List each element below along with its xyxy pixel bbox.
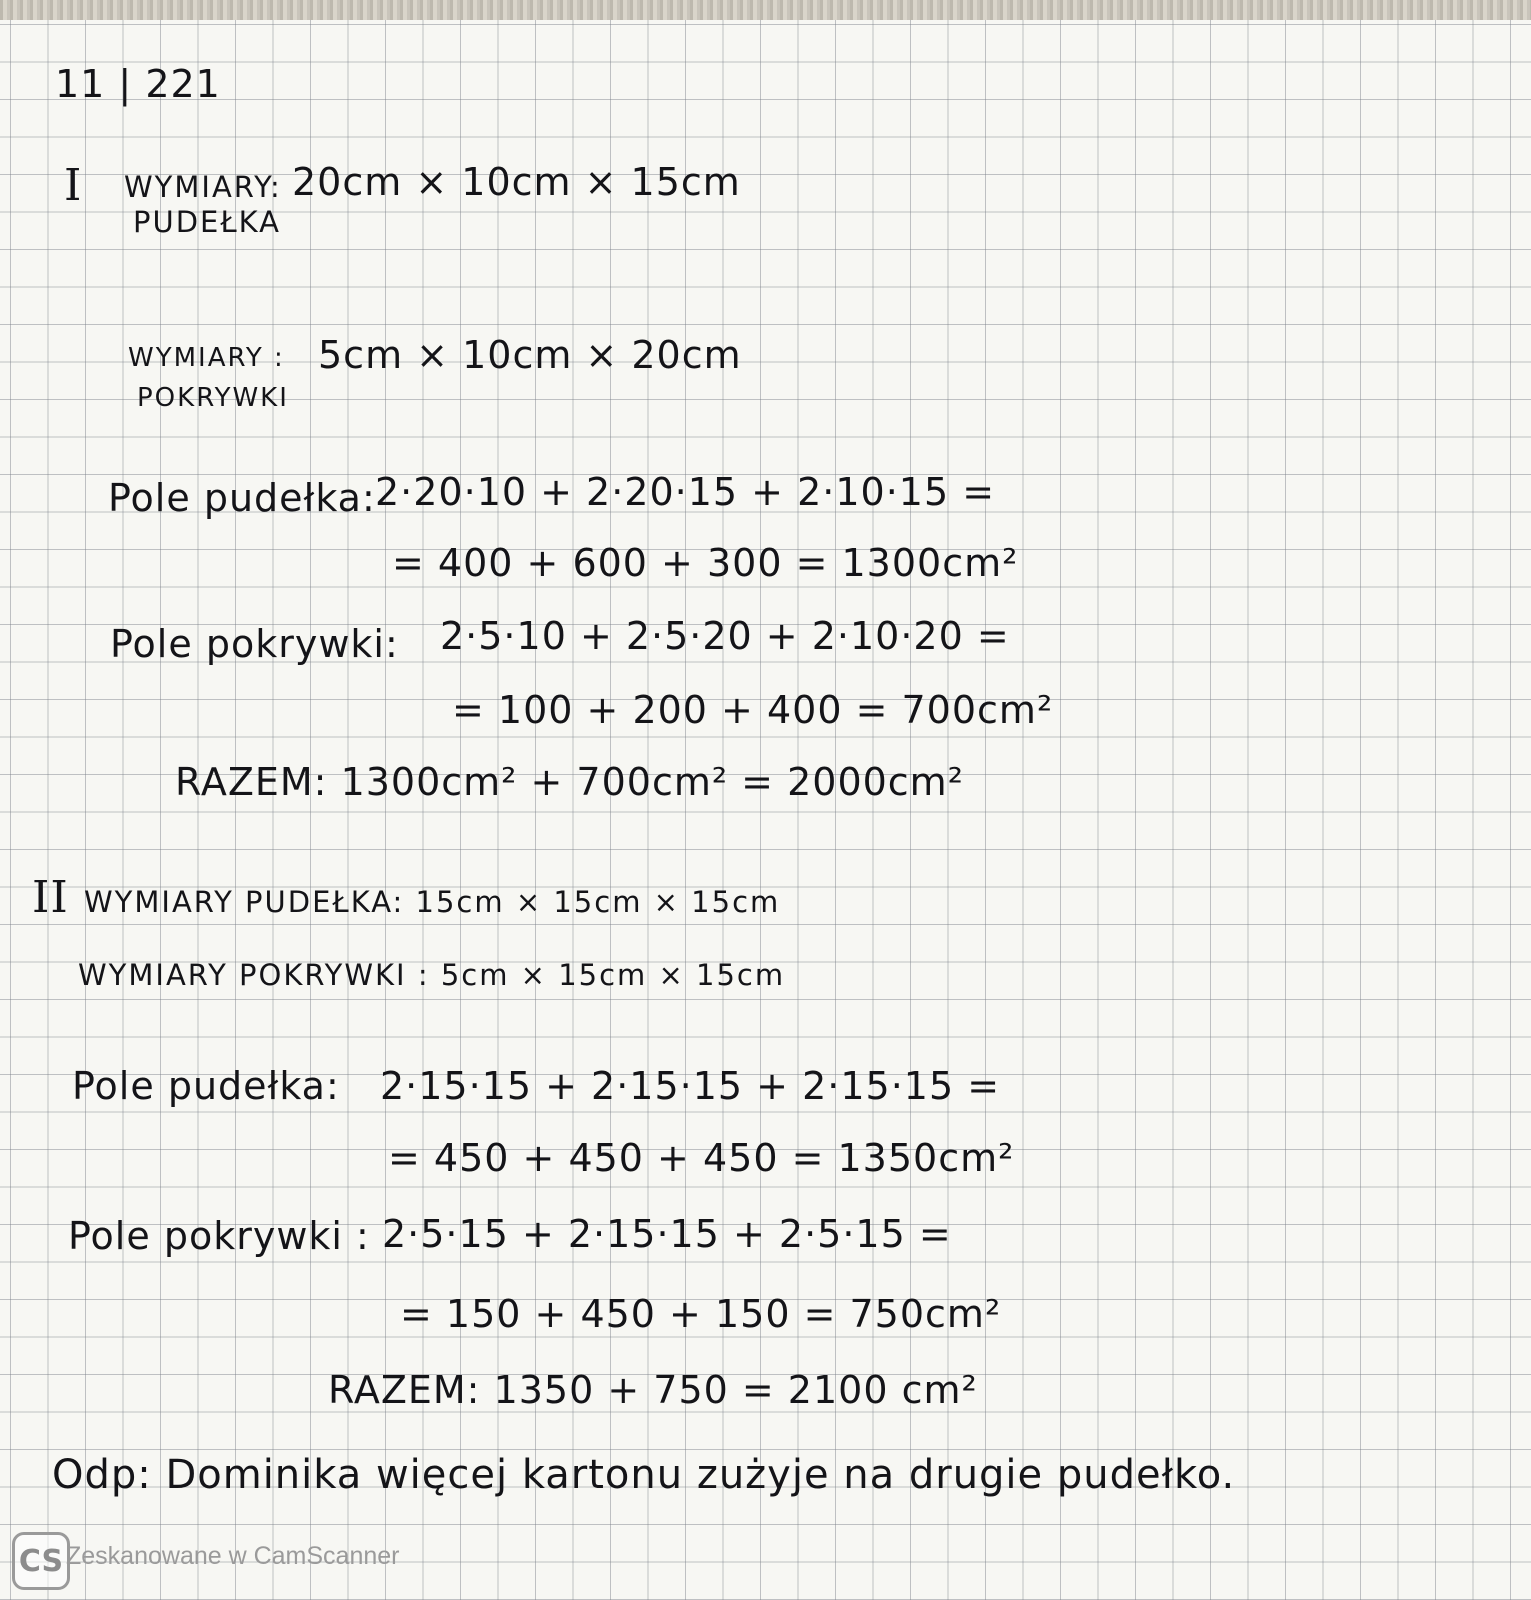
camscanner-logo-icon: CS — [12, 1532, 70, 1590]
part-two-lid-area-label: Pole pokrywki : — [68, 1214, 370, 1258]
part-two-lid-area-expression: 2·5·15 + 2·15·15 + 2·5·15 = — [382, 1212, 952, 1256]
notebook-top-edge — [0, 0, 1531, 20]
box-dims-label: WYMIARY: — [124, 170, 282, 204]
lid-dims-value: 5cm × 10cm × 20cm — [318, 333, 742, 377]
final-answer: Odp: Dominika więcej kartonu zużyje na drugie pudełko. — [52, 1452, 1236, 1498]
box-dims-value: 20cm × 10cm × 15cm — [292, 160, 741, 204]
box-area-expression: 2·20·10 + 2·20·15 + 2·10·15 = — [375, 470, 996, 514]
part-two-box-area-expression: 2·15·15 + 2·15·15 + 2·15·15 = — [380, 1064, 1001, 1108]
part-two-numeral: II — [32, 872, 69, 923]
part-two-box-area-label: Pole pudełka: — [72, 1064, 340, 1108]
box-area-label: Pole pudełka: — [108, 476, 376, 520]
lid-area-expression: 2·5·10 + 2·5·20 + 2·10·20 = — [440, 614, 1010, 658]
part-two-total: RAZEM: 1350 + 750 = 2100 cm² — [328, 1368, 978, 1412]
camscanner-watermark-text: Zeskanowane w CamScanner — [66, 1542, 400, 1570]
part-one-total: RAZEM: 1300cm² + 700cm² = 2000cm² — [175, 760, 964, 804]
lid-dims-label: WYMIARY : — [128, 343, 285, 373]
lid-area-label: Pole pokrywki: — [110, 622, 399, 666]
part-two-lid-dims: WYMIARY POKRYWKI : 5cm × 15cm × 15cm — [78, 958, 786, 992]
part-two-box-dims: WYMIARY PUDEŁKA: 15cm × 15cm × 15cm — [84, 885, 781, 919]
part-one-numeral: I — [64, 160, 83, 211]
part-two-lid-area-result: = 150 + 450 + 150 = 750cm² — [400, 1292, 1002, 1336]
lid-area-result: = 100 + 200 + 400 = 700cm² — [452, 688, 1054, 732]
exercise-number: 11 | 221 — [55, 62, 221, 106]
part-two-box-area-result: = 450 + 450 + 450 = 1350cm² — [388, 1136, 1015, 1180]
box-area-result: = 400 + 600 + 300 = 1300cm² — [392, 541, 1019, 585]
box-dims-label-line2: PUDEŁKA — [133, 205, 282, 239]
lid-dims-label-line2: POKRYWKI — [137, 383, 289, 413]
